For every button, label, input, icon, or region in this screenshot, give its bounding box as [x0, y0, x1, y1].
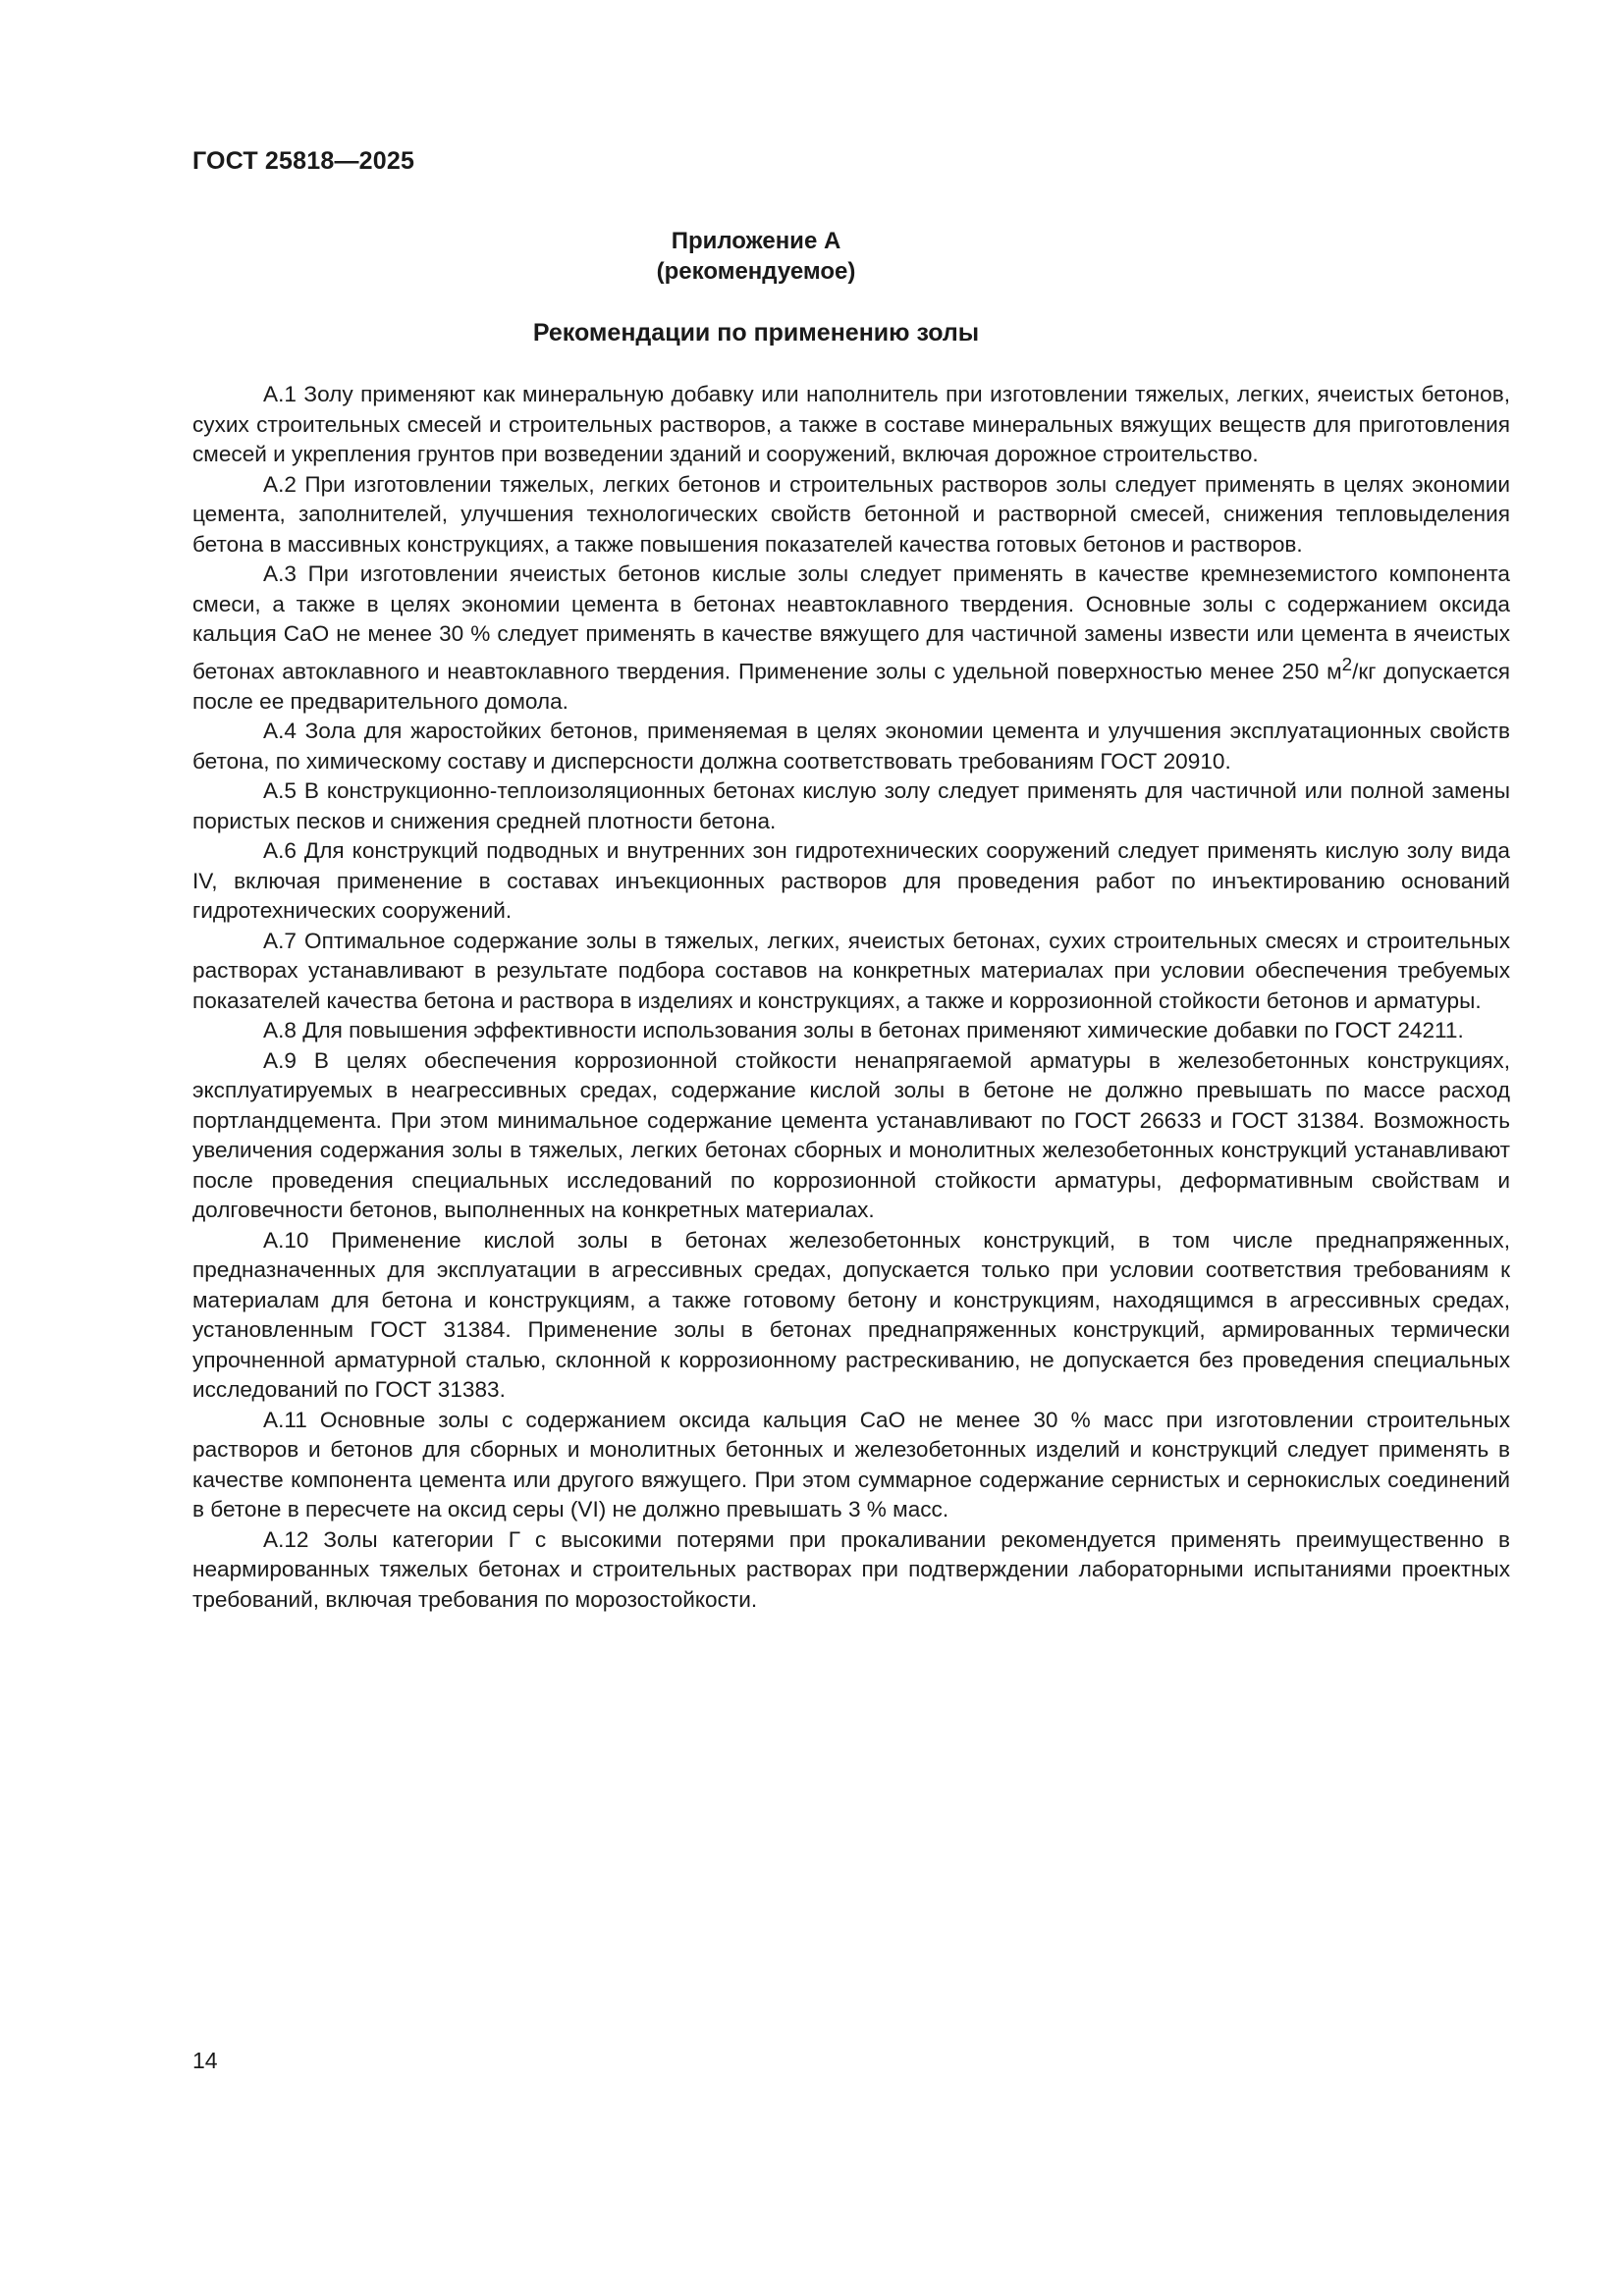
- paragraph-a2: А.2 При изготовлении тяжелых, легких бетонов и строительных растворов золы следует применять в целях экономии цемента, заполнителей, улучшения технологических свойств бетонной и растворной смесей, снижения тепловыделения бетона в массивных конструкциях, а также повышения показателей качества готовых бетонов и растворов.: [192, 471, 1510, 557]
- paragraph-a1: А.1 Золу применяют как минеральную добавку или наполнитель при изготовлении тяжелых, легких, ячеистых бетонов, сухих строительных смесей и строительных растворов, а также в составе минеральных вяжущих веществ для приготовления смесей и укрепления грунтов при возведении зданий и сооружений, включая дорожное строительство.: [192, 382, 1510, 466]
- annex-heading: [192, 226, 1320, 287]
- paragraph-a3-text-end: /кг допускается после ее предварительного домола.: [192, 659, 1510, 714]
- annex-title: Приложение А: [671, 228, 841, 254]
- superscript-exponent: 2: [1341, 653, 1353, 674]
- annex-status: (рекомендуемое): [656, 258, 856, 285]
- paragraph-a10: А.10 Применение кислой золы в бетонах железобетонных конструкций, в том числе преднапряженных, предназначенных для эксплуатации в агрессивных средах, допускается только при условии соответствия требованиям к материалам для бетона и конструкциям, а также готовому бетону и конструкциям, находящимся в агрессивных средах, установленным ГОСТ 31384. Применение золы в бетонах преднапряженных конструкций, армированных термически упрочненной арматурной сталью, склонной к коррозионному растрескиванию, не допускается без проведения специальных исследований по ГОСТ 31383.: [192, 1227, 1510, 1403]
- document-header: ГОСТ 25818—2025: [192, 147, 415, 175]
- paragraph-a7: А.7 Оптимальное содержание золы в тяжелых, легких, ячеистых бетонах, сухих строительных смесях и строительных растворах устанавливают в результате подбора составов на конкретных материалах при условии обеспечения требуемых показателей качества бетона и раствора в изделиях и конструкциях, а также и коррозионной стойкости бетонов и арматуры.: [192, 928, 1510, 1013]
- paragraph-a3: [192, 560, 1510, 717]
- section-title: Рекомендации по применению золы: [532, 319, 980, 347]
- paragraph-a9: А.9 В целях обеспечения коррозионной стойкости ненапрягаемой арматуры в железобетонных конструкциях, эксплуатируемых в неагрессивных средах, содержание кислой золы в бетоне не должно превышать по массе расход портландцемента. При этом минимальное содержание цемента устанавливают по ГОСТ 26633 и ГОСТ 31384. Возможность увеличения содержания золы в тяжелых, легких бетонах сборных и монолитных железобетонных конструкций устанавливают после проведения специальных исследований по коррозионной стойкости арматуры, деформативным свойствам и долговечности бетонов, выполненных на конкретных материалах.: [192, 1047, 1510, 1223]
- paragraph-a8: А.8 Для повышения эффективности использования золы в бетонах применяют химические добавки по ГОСТ 24211.: [263, 1018, 1464, 1043]
- paragraph-a12: А.12 Золы категории Г с высокими потерями при прокаливании рекомендуется применять преимущественно в неармированных тяжелых бетонах и строительных растворах при подтверждении лабораторными испытаниями проектных требований, включая требования по морозостойкости.: [192, 1526, 1510, 1612]
- paragraph-a6: А.6 Для конструкций подводных и внутренних зон гидротехнических сооружений следует применять кислую золу вида IV, включая применение в составах инъекционных растворов для проведения работ по инъектированию оснований гидротехнических сооружений.: [192, 838, 1510, 924]
- page-number: 14: [192, 2048, 218, 2073]
- paragraph-a11: А.11 Основные золы с содержанием оксида кальция CaO не менее 30 % масс при изготовлении строительных растворов и бетонов для сборных и монолитных бетонных и железобетонных изделий и конструкций следует применять в качестве компонента цемента или другого вяжущего. При этом суммарное содержание сернистых и сернокислых соединений в бетоне в пересчете на оксид серы (VI) не должно превышать 3 % масс.: [192, 1407, 1510, 1522]
- paragraph-a3-text: А.3 При изготовлении ячеистых бетонов кислые золы следует применять в качестве кремнеземистого компонента смеси, а также в целях экономии цемента в бетонах неавтоклавного твердения. Основные золы с содержанием оксида кальция CaO не менее 30 % следует применять в качестве вяжущего для частичной замены извести или цемента в ячеистых бетонах автоклавного и неавтоклавного твердения. Применение золы с удельной поверхностью менее 250 м: [192, 561, 1510, 684]
- paragraph-a4: А.4 Зола для жаростойких бетонов, применяемая в целях экономии цемента и улучшения эксплуатационных свойств бетона, по химическому составу и дисперсности должна соответствовать требованиям ГОСТ 20910.: [192, 719, 1510, 774]
- document-body: [192, 380, 1510, 1615]
- paragraph-a5: А.5 В конструкционно-теплоизоляционных бетонах кислую золу следует применять для частичной или полной замены пористых песков и снижения средней плотности бетона.: [192, 778, 1510, 833]
